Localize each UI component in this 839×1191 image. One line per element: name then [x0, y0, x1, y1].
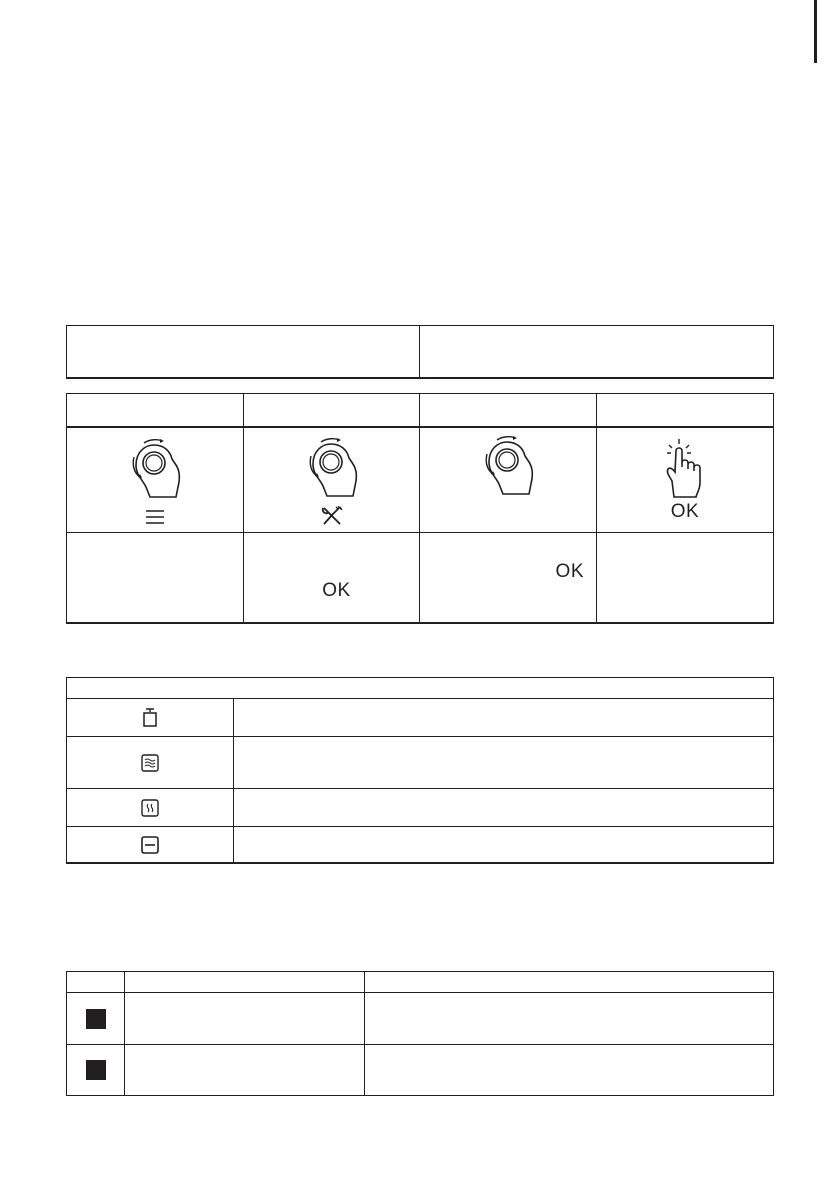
- step-3-gesture-cell: [420, 428, 596, 532]
- rotate-knob-hand-icon: [120, 435, 190, 501]
- step-1-gesture-cell: [67, 428, 243, 532]
- ok-label: OK: [322, 580, 351, 601]
- symbol-row-2: [67, 737, 233, 788]
- step-4-gesture-cell: [597, 428, 773, 532]
- symbol-row-1: [67, 699, 233, 736]
- single-line-box-icon: [141, 836, 159, 854]
- symbols-table: [66, 677, 774, 864]
- fork-knife-icon: [321, 506, 343, 526]
- step-2-note-cell: [244, 533, 419, 622]
- filled-square-icon: [86, 1060, 106, 1080]
- filled-square-icon: [86, 1009, 106, 1029]
- header-table: [66, 325, 774, 379]
- indicators-table: [66, 971, 774, 1096]
- indicator-row-1: [67, 993, 124, 1044]
- symbol-row-3: [67, 789, 233, 826]
- step-3-note-cell: [420, 533, 596, 622]
- page-edge-marker: [814, 0, 817, 63]
- ok-label: OK: [670, 501, 700, 522]
- heat-steam-icon: [141, 799, 159, 817]
- step-2-gesture-cell: [244, 428, 419, 532]
- ok-label: OK: [555, 561, 584, 582]
- symbol-row-4: [67, 827, 233, 862]
- steps-table: [66, 393, 774, 624]
- rotate-knob-hand-icon: [297, 434, 367, 500]
- steam-waves-icon: [141, 754, 159, 772]
- indicator-row-2: [67, 1045, 124, 1095]
- menu-lines-icon: [145, 509, 165, 525]
- timer-icon: [142, 708, 158, 728]
- rotate-knob-hand-icon: [473, 432, 543, 498]
- press-finger-icon: [660, 437, 710, 499]
